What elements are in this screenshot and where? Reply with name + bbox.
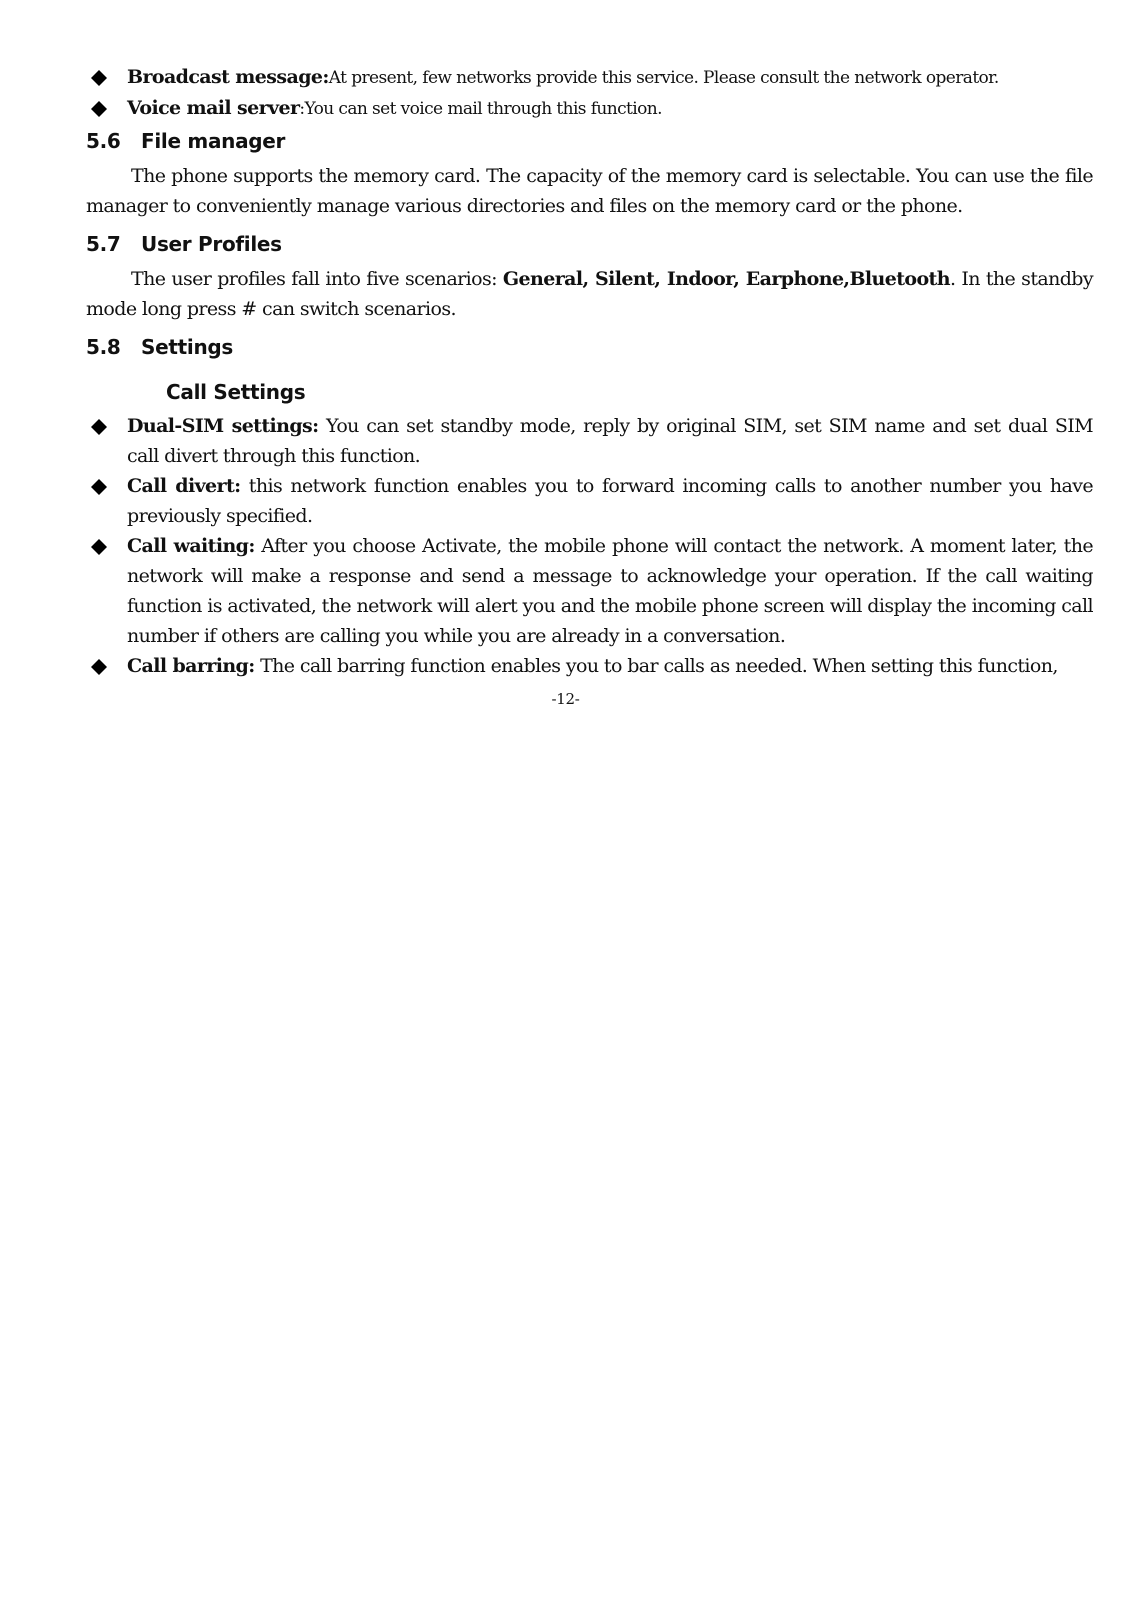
- bullet-label: Voice mail server: [127, 97, 300, 119]
- bullet-text: this network function enables you to forward incoming calls to another number you have previously specified.: [127, 475, 1093, 527]
- user-profiles-text-start: The user profiles fall into five scenarios:: [131, 268, 503, 290]
- section-title: Settings: [141, 335, 234, 359]
- section-heading-user-profiles: [86, 227, 1093, 264]
- user-profiles-scenarios: General, Silent, Indoor, Earphone,Bluetooth: [502, 268, 950, 290]
- bullet-voice-mail-server: [86, 93, 1093, 124]
- diamond-bullet-icon: [90, 658, 108, 676]
- bullet-broadcast-message: [86, 62, 1093, 93]
- bullet-call-divert: [86, 471, 1093, 531]
- bullet-text: After you choose Activate, the mobile phone will contact the network. A moment later, the network will make a response and send a message to acknowledge your operation. If the call waiting function is activated, the network will alert you and the mobile phone screen will display the incoming call number if others are calling you while you are already in a conversation.: [127, 535, 1093, 647]
- section-number: 5.6: [86, 129, 121, 153]
- bullet-label: Call waiting:: [127, 535, 255, 557]
- page-number: -12-: [551, 690, 580, 708]
- section-number: 5.7: [86, 232, 121, 256]
- subheading-call-settings: Call Settings: [166, 380, 306, 404]
- section-heading-settings: [86, 330, 1093, 367]
- bullet-text: :You can set voice mail through this function.: [299, 99, 662, 119]
- document-page: [86, 62, 1093, 681]
- bullet-text: The call barring function enables you to bar calls as needed. When setting this function,: [254, 655, 1058, 677]
- bullet-text: At present, few networks provide this service. Please consult the network operator.: [328, 68, 999, 88]
- section-heading-file-manager: [86, 124, 1093, 161]
- file-manager-paragraph: The phone supports the memory card. The capacity of the memory card is selectable. You can use the file manager to conveniently manage various directories and files on the memory card or the phone.: [86, 165, 1093, 217]
- diamond-bullet-icon: [90, 478, 108, 496]
- bullet-label: Call barring:: [127, 655, 255, 677]
- bullet-label: Broadcast message:: [127, 66, 329, 88]
- diamond-bullet-icon: [90, 100, 108, 118]
- user-profiles-text-end: . In the standby mode long press # can switch scenarios.: [86, 268, 1093, 320]
- section-number: 5.8: [86, 335, 121, 359]
- user-profiles-paragraph: [86, 264, 1093, 324]
- diamond-bullet-icon: [90, 418, 108, 436]
- bullet-call-barring: [86, 651, 1093, 681]
- section-title: User Profiles: [141, 232, 282, 256]
- bullet-label: Dual-SIM settings:: [127, 415, 319, 437]
- section-title: File manager: [141, 129, 286, 153]
- bullet-label: Call divert:: [127, 475, 241, 497]
- bullet-dual-sim-settings: [86, 411, 1093, 471]
- diamond-bullet-icon: [90, 69, 108, 87]
- bullet-text: You can set standby mode, reply by original SIM, set SIM name and set dual SIM call divert through this function.: [127, 415, 1094, 467]
- bullet-call-waiting: [86, 531, 1093, 651]
- diamond-bullet-icon: [90, 538, 108, 556]
